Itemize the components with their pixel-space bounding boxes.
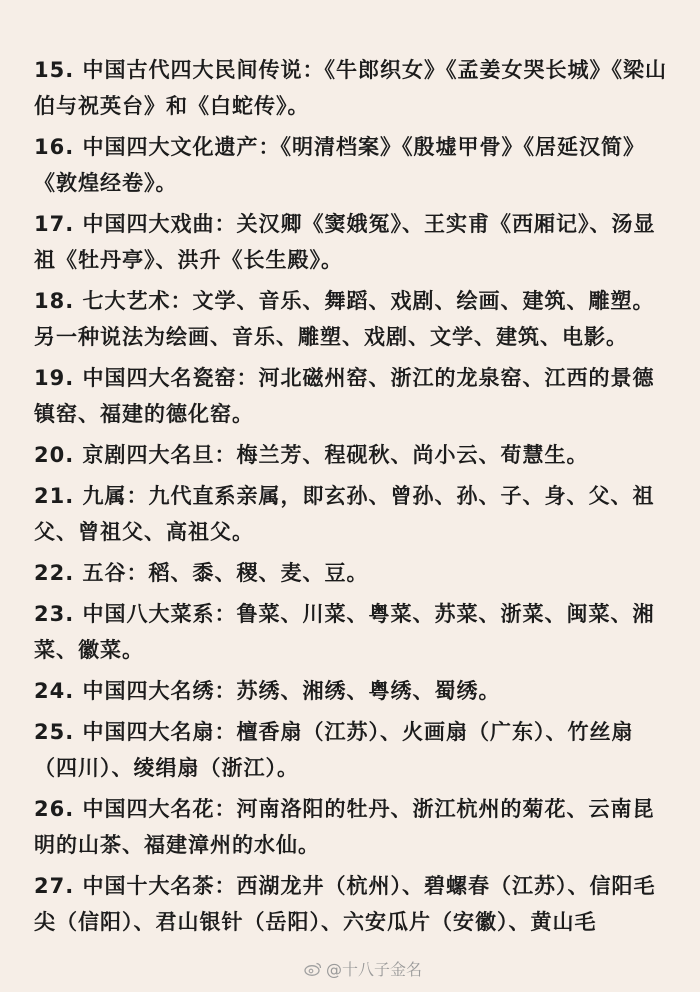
list-item-18: 18. 七大艺术：文学、音乐、舞蹈、戏剧、绘画、建筑、雕塑。另一种说法为绘画、音乐、雕塑、戏剧、文学、建筑、电影。	[34, 289, 655, 349]
list-item-21: 21. 九属：九代直系亲属，即玄孙、曾孙、孙、子、身、父、祖父、曾祖父、高祖父。	[34, 484, 655, 544]
list-item-15: 15. 中国古代四大民间传说：《牛郎织女》《孟姜女哭长城》《梁山伯与祝英台》和《白蛇传》。	[34, 58, 668, 118]
list-item-25: 25. 中国四大名扇：檀香扇（江苏）、火画扇（广东）、竹丝扇（四川）、绫绢扇（浙江）。	[34, 720, 634, 780]
list-item-20: 20. 京剧四大名旦：梅兰芳、程砚秋、尚小云、荀慧生。	[34, 443, 589, 467]
watermark-text: @十八子金名	[325, 960, 422, 979]
list-item-24: 24. 中国四大名绣：苏绣、湘绣、粤绣、蜀绣。	[34, 679, 501, 703]
list-item-17: 17. 中国四大戏曲：关汉卿《窦娥冤》、王实甫《西厢记》、汤显祖《牡丹亭》、洪升《长生殿》。	[34, 212, 656, 272]
list-item-19: 19. 中国四大名瓷窑：河北磁州窑、浙江的龙泉窑、江西的景德镇窑、福建的德化窑。	[34, 366, 655, 426]
weibo-icon	[304, 962, 322, 976]
watermark	[304, 957, 422, 980]
article-body	[34, 52, 674, 945]
list-item-26: 26. 中国四大名花：河南洛阳的牡丹、浙江杭州的菊花、云南昆明的山茶、福建漳州的水仙。	[34, 797, 655, 857]
list-item-27: 27. 中国十大名茶：西湖龙井（杭州）、碧螺春（江苏）、信阳毛尖（信阳）、君山银针（岳阳）、六安瓜片（安徽）、黄山毛	[34, 874, 656, 934]
list-item-22: 22. 五谷：稻、黍、稷、麦、豆。	[34, 561, 369, 585]
list-item-16: 16. 中国四大文化遗产：《明清档案》《殷墟甲骨》《居延汉简》《敦煌经卷》。	[34, 135, 646, 195]
list-item-23: 23. 中国八大菜系：鲁菜、川菜、粤菜、苏菜、浙菜、闽菜、湘菜、徽菜。	[34, 602, 655, 662]
